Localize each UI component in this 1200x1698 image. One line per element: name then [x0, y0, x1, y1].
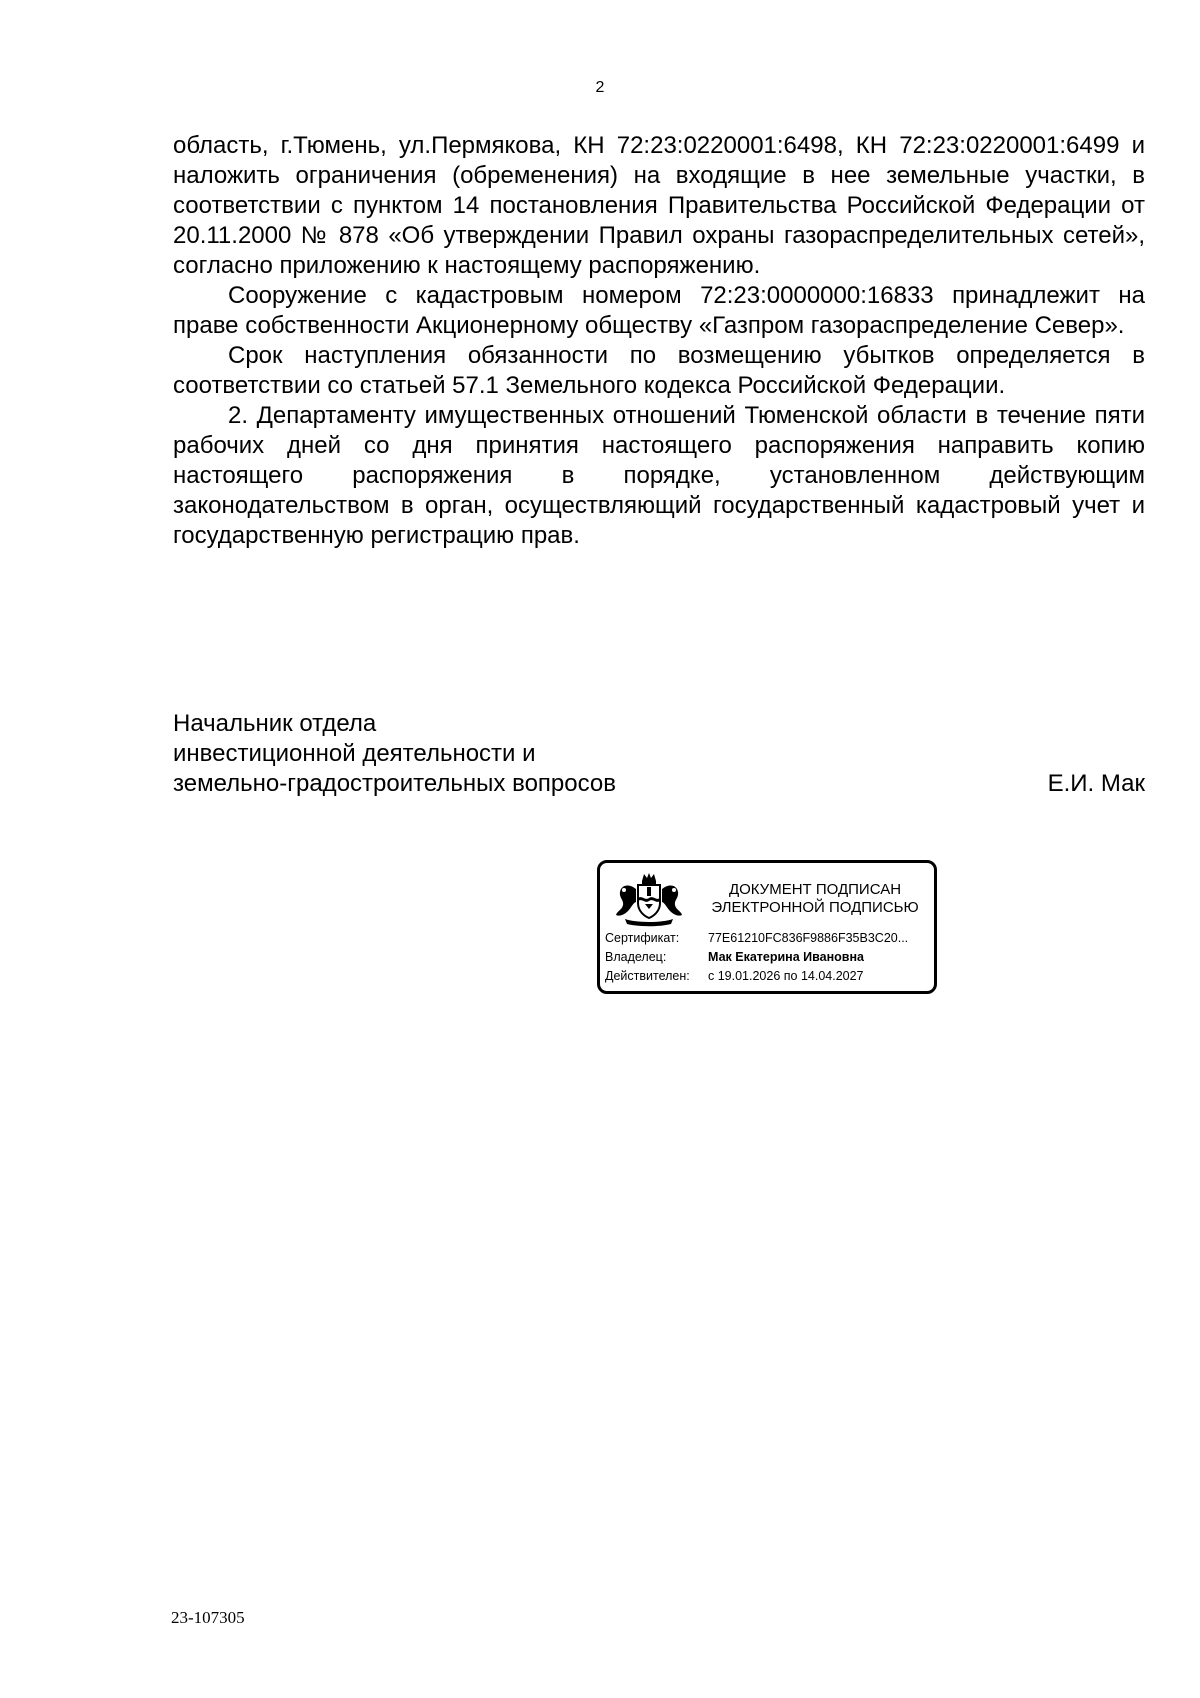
paragraph-ownership: Сооружение с кадастровым номером 72:23:0000000:16833 принадлежит на праве собственности Акционерному обществу «Газпром газораспределение Север».: [173, 282, 1145, 339]
stamp-owner-value: Мак Екатерина Ивановна: [708, 950, 864, 964]
stamp-owner-row: [605, 949, 864, 965]
tyumen-coat-of-arms-icon: [611, 871, 687, 927]
page-number: 2: [595, 79, 605, 96]
signatory-position-line-2: инвестиционной деятельности и: [173, 740, 536, 767]
stamp-owner-label: Владелец:: [605, 950, 667, 964]
signatory-position-line-1: Начальник отдела: [173, 710, 377, 737]
paragraph-continuation: область, г.Тюмень, ул.Пермякова, КН 72:23:0220001:6498, КН 72:23:0220001:6499 и наложить ограничения (обременения) на входящие в нее земельные участки, в соответствии с пунктом 14 постановления Правительства Российской Федерации от 20.11.2000 № 878 «Об утверждении Правил охраны газораспределительных сетей», согласно приложению к настоящему распоряжению.: [173, 132, 1145, 279]
document-code: 23-107305: [171, 1608, 245, 1627]
document-body: [173, 131, 1145, 551]
signatory-position-line-3: земельно-градостроительных вопросов: [173, 770, 616, 797]
stamp-heading: [700, 881, 930, 917]
stamp-heading-line-2: ЭЛЕКТРОННОЙ ПОДПИСЬЮ: [711, 899, 919, 916]
electronic-signature-stamp: [597, 860, 937, 994]
paragraph-item-2: 2. Департаменту имущественных отношений Тюменской области в течение пяти рабочих дней со дня принятия настоящего распоряжения направить копию настоящего распоряжения в порядке, установленном действующим законодательством в орган, осуществляющий государственный кадастровый учет и государственную регистрацию прав.: [173, 402, 1145, 549]
stamp-certificate-row: [605, 930, 908, 946]
stamp-validity-row: [605, 968, 864, 984]
paragraph-compensation: Срок наступления обязанности по возмещению убытков определяется в соответствии со статьей 57.1 Земельного кодекса Российской Федерации.: [173, 342, 1145, 399]
signatory-block: [173, 709, 1145, 799]
stamp-validity-label: Действителен:: [605, 969, 690, 983]
stamp-certificate-value: 77E61210FC836F9886F35B3C20...: [708, 931, 909, 945]
signatory-name: Е.И. Мак: [1047, 770, 1145, 797]
stamp-heading-line-1: ДОКУМЕНТ ПОДПИСАН: [728, 881, 902, 898]
stamp-validity-value: с 19.01.2026 по 14.04.2027: [708, 969, 864, 983]
stamp-certificate-label: Сертификат:: [605, 931, 680, 945]
